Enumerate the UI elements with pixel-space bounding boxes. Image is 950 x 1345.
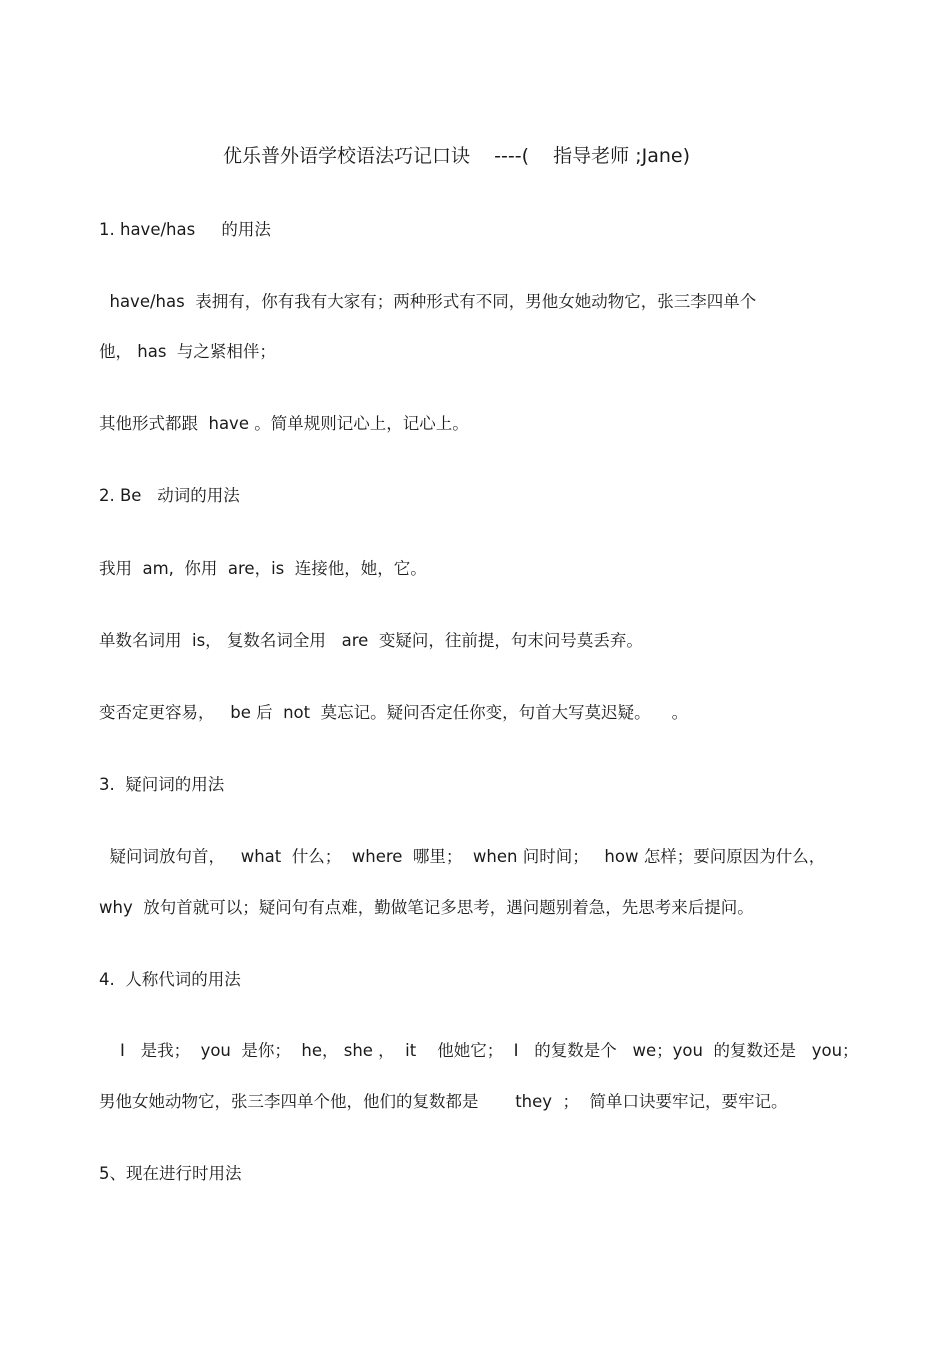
section-heading-be-verb: 2. Be 动词的用法 (99, 486, 240, 505)
paragraph-line: 其他形式都跟 have 。简单规则记心上，记心上。 (99, 414, 469, 433)
section-heading-have-has: 1. have/has 的用法 (99, 220, 271, 239)
section-heading-present-continuous: 5、现在进行时用法 (99, 1164, 242, 1183)
paragraph-line: why 放句首就可以；疑问句有点难，勤做笔记多思考，遇问题别着急，先思考来后提问。 (99, 898, 754, 917)
section-heading-question-words: 3. 疑问词的用法 (99, 775, 225, 794)
paragraph-line: 变否定更容易， be 后 not 莫忘记。疑问否定任你变，句首大写莫迟疑。 。 (99, 703, 689, 722)
paragraph-line: have/has 表拥有，你有我有大家有；两种形式有不同，男他女她动物它，张三李四单个 (99, 292, 757, 311)
paragraph-line: 单数名词用 is， 复数名词全用 are 变疑问，往前提，句末问号莫丢弃。 (99, 631, 643, 650)
paragraph-line: 疑问词放句首， what 什么； where 哪里； when 问时间； how 怎样；要问原因为什么， (99, 847, 826, 866)
paragraph-line: I 是我； you 是你； he， she ， it 他她它； I 的复数是个 we；you 的复数还是 you； (99, 1041, 859, 1060)
document-title: 优乐普外语学校语法巧记口诀 ----( 指导老师 ;Jane) (223, 145, 690, 167)
section-heading-personal-pronouns: 4. 人称代词的用法 (99, 970, 241, 989)
paragraph-line: 我用 am, 你用 are，is 连接他，她，它。 (99, 559, 427, 578)
paragraph-line: 他， has 与之紧相伴； (99, 342, 276, 361)
paragraph-line: 男他女她动物它，张三李四单个他，他们的复数都是 they ； 简单口诀要牢记，要牢记。 (99, 1092, 788, 1111)
